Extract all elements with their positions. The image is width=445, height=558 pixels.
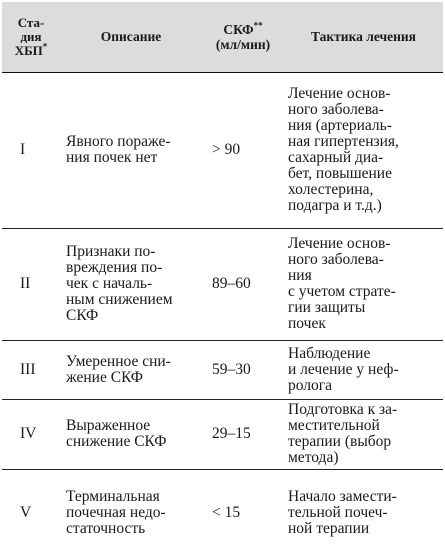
cell-description: Терминальная почечная недо- статочность [60, 469, 202, 556]
cell-gfr: > 90 [212, 141, 241, 158]
cell-description: Выраженное снижение СКФ [60, 399, 202, 469]
header-stage-footnote-mark: * [42, 41, 48, 52]
header-stage [2, 2, 60, 72]
cell-gfr: 89–60 [202, 228, 284, 340]
cell-description: Признаки по- вреждения по- чек с началь- ным снижением СКФ [60, 228, 202, 340]
cell-stage: V [2, 469, 60, 556]
header-gfr [202, 2, 284, 72]
table-row [2, 340, 443, 399]
cell-stage: III [2, 340, 60, 399]
ckd-stages-table [2, 2, 443, 556]
cell-gfr: 29–15 [202, 399, 284, 469]
cell-description: Явного пораже- ния почек нет [66, 133, 171, 166]
table-row [2, 399, 443, 469]
header-gfr-text: СКФ [223, 21, 254, 37]
cell-gfr: 59–30 [202, 340, 284, 399]
table-body [2, 72, 443, 556]
table-row [2, 469, 443, 556]
cell-tactics: Лечение основ- ного заболева- ния с учетом страте- гии защиты почек [284, 228, 443, 340]
header-gfr-footnote-mark: ** [253, 20, 263, 31]
cell-description: Умеренное сни- жение СКФ [60, 340, 202, 399]
header-row [2, 2, 443, 72]
cell-tactics: Подготовка к за- местительной терапии (выбор метода) [284, 399, 443, 469]
cell-tactics: Лечение основ- ного заболева- ния (артериаль- ная гипертензия, сахарный диа- бет, повышение холестерина, подагра и т.д.) [288, 85, 399, 214]
header-stage-text: Ста- дия ХБП [14, 14, 45, 58]
cell-tactics: Начало замести- тельной почеч- ной терапии [284, 469, 443, 556]
header-description: Описание [60, 2, 202, 72]
cell-stage: II [2, 228, 60, 340]
cell-stage: IV [2, 399, 60, 469]
header-gfr-unit: (мл/мин) [215, 36, 271, 52]
header-tactics: Тактика лечения [284, 2, 443, 72]
cell-stage: I [20, 141, 26, 158]
cell-tactics: Наблюдение и лечение у неф- ролога [284, 340, 443, 399]
table-row [2, 228, 443, 340]
table-row [2, 72, 443, 228]
table-header [2, 2, 443, 72]
cell-gfr: < 15 [202, 469, 284, 556]
